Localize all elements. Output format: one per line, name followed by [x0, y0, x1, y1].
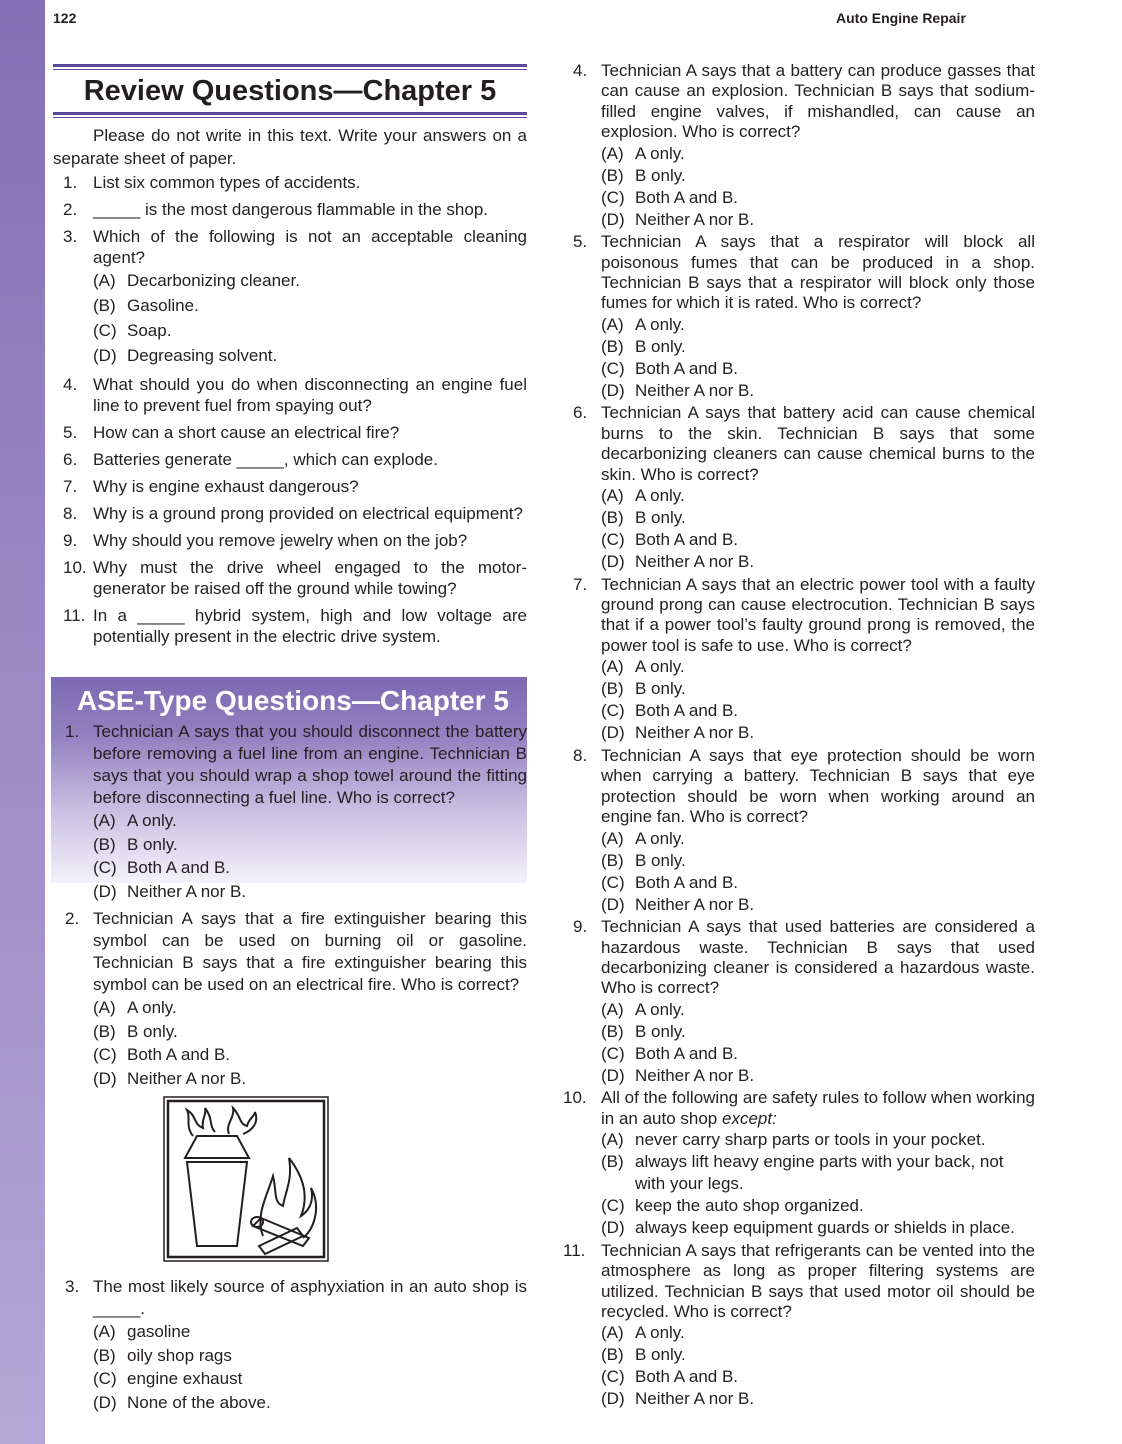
answer-option [563, 850, 1035, 872]
option-letter: (C) [601, 701, 625, 721]
question-item [53, 530, 527, 551]
option-text: always keep equipment guards or shields in place. [635, 1218, 1015, 1238]
question-text-body: What should you do when disconnecting an engine fuel line to prevent fuel from spaying out? [93, 375, 527, 415]
option-letter: (C) [93, 1369, 117, 1388]
option-text: B only. [635, 1345, 686, 1365]
option-letter: (A) [601, 828, 624, 848]
option-letter: (B) [601, 508, 624, 528]
answer-option [53, 318, 527, 343]
question-stem [53, 172, 527, 193]
option-text: A only. [127, 998, 177, 1017]
option-text: B only. [635, 1021, 686, 1041]
question-stem [563, 746, 1035, 828]
option-letter: (D) [601, 894, 625, 914]
question-item [53, 503, 527, 524]
question-text-body: Technician A says that you should disconnect the battery before removing a fuel line from an engine. Technician B says that you should wrap a shop towel around the fitting before disconnecting a fuel line. Who is correct? [93, 722, 527, 807]
option-letter: (A) [601, 1323, 624, 1343]
option-text: B only. [127, 834, 178, 854]
question-item [53, 721, 527, 903]
question-number: 8. [63, 504, 78, 523]
question-number: 7. [573, 574, 588, 594]
question-text-body: Why must the drive wheel engaged to the motor-generator be raised off the ground while towing? [93, 558, 527, 598]
answer-option [53, 1320, 527, 1344]
question-number: 3. [63, 227, 78, 246]
question-text [601, 746, 1035, 828]
option-text: Both A and B. [635, 701, 739, 721]
answer-option [53, 880, 527, 904]
question-text [93, 503, 527, 524]
option-letter: (B) [601, 679, 624, 699]
option-text: Gasoline. [127, 296, 199, 315]
option-text: A only. [127, 811, 177, 830]
answer-option [563, 187, 1035, 209]
answer-option [563, 165, 1035, 187]
answer-option [563, 1366, 1035, 1388]
option-letter: (D) [601, 209, 625, 229]
answer-option [563, 678, 1035, 700]
option-text: B only. [635, 336, 686, 356]
answer-option [563, 314, 1035, 336]
question-text-body: All of the following are safety rules to follow when working in an auto shop [601, 1088, 1035, 1128]
answer-option [563, 1065, 1035, 1087]
question-item [53, 226, 527, 368]
question-stem [53, 374, 527, 416]
answer-option [563, 1043, 1035, 1065]
question-text-emphasis: except: [721, 1108, 777, 1128]
option-text: Both A and B. [635, 1367, 739, 1387]
fire-extinguisher-class-b-symbol [163, 1096, 329, 1262]
answer-option [53, 268, 527, 293]
question-text [93, 449, 527, 470]
question-item [53, 449, 527, 470]
question-text-body: Which of the following is not an acceptable cleaning agent? [93, 227, 527, 267]
option-text: Both A and B. [635, 187, 739, 207]
option-text: Both A and B. [127, 858, 231, 877]
option-letter: (B) [601, 336, 624, 356]
option-text: never carry sharp parts or tools in your pocket. [635, 1130, 986, 1150]
intro-text: Please do not write in this text. Write your answers on a separate sheet of paper. [53, 126, 527, 168]
option-text: Both A and B. [127, 1045, 231, 1064]
option-letter: (C) [601, 872, 625, 892]
answer-option [53, 856, 527, 880]
option-text: A only. [635, 999, 685, 1019]
question-text-body: Technician A says that a battery can produce gasses that can cause an explosion. Technician B says that sodium-filled engine valves, if mishandled, can cause an explosion. Who is correct? [601, 61, 1035, 142]
question-text [93, 226, 527, 268]
question-number: 5. [63, 423, 78, 442]
option-text: Both A and B. [635, 530, 739, 550]
question-text-body: In a _____ hybrid system, high and low voltage are potentially present in the electric drive system. [93, 606, 527, 646]
question-stem [563, 61, 1035, 143]
question-number: 2. [65, 909, 80, 928]
option-text: A only. [635, 657, 685, 677]
question-item [563, 917, 1035, 1087]
option-letter: (D) [601, 1218, 625, 1238]
option-letter: (D) [601, 1065, 625, 1085]
question-text-body: Batteries generate _____, which can explode. [93, 450, 438, 469]
option-letter: (D) [93, 1068, 117, 1088]
question-item [563, 403, 1035, 573]
answer-option [563, 209, 1035, 231]
question-text-body: Technician A says that battery acid can cause chemical burns to the skin. Technician B says that some decarbonizing cleaners can cause chemical burns to the skin. Who is correct? [601, 403, 1035, 484]
question-text [93, 1276, 527, 1320]
option-letter: (C) [93, 321, 117, 340]
option-text: B only. [635, 508, 686, 528]
question-item [53, 476, 527, 497]
question-item [563, 575, 1035, 745]
question-item [53, 557, 527, 599]
question-stem [563, 403, 1035, 485]
question-stem [53, 530, 527, 551]
question-number: 11. [63, 606, 86, 625]
option-letter: (D) [601, 552, 625, 572]
answer-option [563, 1129, 1035, 1151]
question-stem [53, 503, 527, 524]
question-text [93, 172, 527, 193]
running-head: Auto Engine Repair [836, 10, 966, 26]
question-item [53, 1276, 527, 1414]
answer-option [563, 336, 1035, 358]
answer-option [53, 1043, 527, 1067]
answer-option [563, 1151, 1035, 1195]
question-text-body: Technician A says that a fire extinguisher bearing this symbol can be used on burning oil or gasoline. Technician B says that a fire extinguisher bearing this symbol can be used on an electrical fire. Who is correct? [93, 909, 527, 994]
option-text: Neither A nor B. [127, 881, 247, 901]
question-text-body: Technician A says that a respirator will block all poisonous fumes that can be produced in a shop. Technician B says that a respirator will block only those fumes for which it is rated. Who is correct? [601, 232, 1035, 313]
question-stem [563, 1241, 1035, 1323]
question-text [601, 403, 1035, 485]
answer-option [53, 809, 527, 833]
option-text: Neither A nor B. [127, 1068, 247, 1088]
answer-option [53, 1020, 527, 1044]
question-number: 9. [573, 917, 588, 937]
answer-option [563, 551, 1035, 573]
question-text [601, 232, 1035, 314]
question-item [53, 199, 527, 220]
option-text: Both A and B. [635, 358, 739, 378]
option-letter: (B) [601, 1152, 624, 1172]
answer-option [53, 343, 527, 368]
option-letter: (B) [601, 850, 624, 870]
page-number: 122 [53, 10, 77, 26]
question-item [53, 172, 527, 193]
ase-title: ASE-Type Questions—Chapter 5 [77, 685, 510, 716]
answer-option [563, 894, 1035, 916]
question-number: 3. [65, 1277, 80, 1296]
question-text [93, 199, 527, 220]
option-letter: (C) [601, 358, 625, 378]
page-edge-band [0, 0, 45, 1444]
answer-option [563, 143, 1035, 165]
question-text [93, 721, 527, 809]
question-number: 1. [65, 722, 80, 741]
option-text: Neither A nor B. [635, 894, 755, 914]
question-item [53, 605, 527, 647]
question-stem [563, 917, 1035, 999]
option-text: A only. [635, 143, 685, 163]
option-letter: (A) [601, 657, 624, 677]
question-stem [563, 575, 1035, 657]
answer-option [563, 507, 1035, 529]
answer-option [563, 872, 1035, 894]
option-text: oily shop rags [127, 1345, 232, 1365]
option-letter: (C) [601, 530, 625, 550]
question-number: 6. [573, 403, 588, 423]
answer-option [563, 529, 1035, 551]
answer-option [53, 293, 527, 318]
question-text [93, 908, 527, 996]
question-stem [53, 449, 527, 470]
question-text [601, 1088, 1035, 1129]
option-letter: (D) [601, 380, 625, 400]
option-letter: (A) [601, 314, 624, 334]
ase-questions-left [51, 677, 527, 1414]
option-letter: (A) [601, 999, 624, 1019]
answer-option [563, 380, 1035, 402]
ase-questions-right [563, 61, 1035, 1412]
answer-option [563, 700, 1035, 722]
ase-list-right [563, 61, 1035, 1410]
question-text-body: How can a short cause an electrical fire? [93, 423, 400, 442]
question-text [93, 476, 527, 497]
question-item [563, 232, 1035, 402]
question-stem [53, 226, 527, 268]
answer-option [53, 833, 527, 857]
option-text: Neither A nor B. [635, 552, 755, 572]
answer-option [563, 1217, 1035, 1239]
question-stem [53, 422, 527, 443]
option-letter: (D) [93, 346, 117, 365]
title-rule-bottom [53, 112, 527, 118]
option-text: Decarbonizing cleaner. [127, 271, 300, 290]
question-text-body: _____ is the most dangerous flammable in the shop. [93, 200, 489, 219]
question-text-body: List six common types of accidents. [93, 173, 361, 192]
question-item [563, 1241, 1035, 1411]
option-letter: (B) [601, 1021, 624, 1041]
question-text [601, 1241, 1035, 1323]
option-letter: (A) [93, 1322, 116, 1341]
answer-option [563, 722, 1035, 744]
question-text [601, 917, 1035, 999]
option-text: Soap. [127, 321, 172, 340]
option-letter: (C) [601, 1196, 625, 1216]
option-text: B only. [635, 165, 686, 185]
option-letter: (A) [601, 486, 624, 506]
question-text-body: Why should you remove jewelry when on the job? [93, 531, 468, 550]
question-text [93, 530, 527, 551]
question-number: 4. [63, 375, 78, 394]
option-text: Neither A nor B. [635, 1389, 755, 1409]
option-text: B only. [635, 679, 686, 699]
question-stem [53, 605, 527, 647]
option-text: B only. [635, 850, 686, 870]
option-text: Both A and B. [635, 872, 739, 892]
question-text [601, 575, 1035, 657]
question-number: 10. [63, 558, 87, 577]
answer-option [563, 656, 1035, 678]
question-item [53, 908, 527, 1090]
option-letter: (C) [601, 1043, 625, 1063]
answer-option [53, 1067, 527, 1091]
option-text: keep the auto shop organized. [635, 1196, 864, 1216]
question-item [53, 374, 527, 416]
option-letter: (D) [601, 723, 625, 743]
question-stem [53, 908, 527, 996]
option-text: engine exhaust [127, 1369, 243, 1388]
question-text-body: Technician A says that used batteries are considered a hazardous waste. Technician B says that used decarbonizing cleaner is considered a hazardous waste. Who is correct? [601, 917, 1035, 998]
question-text-body: Technician A says that an electric power tool with a faulty ground prong can cause electrocution. Technician B says that if a power tool’s faulty ground prong is removed, the power tool is safe to use. Who is correct? [601, 574, 1035, 655]
question-stem [563, 232, 1035, 314]
option-letter: (B) [601, 1345, 624, 1365]
question-number: 10. [563, 1088, 587, 1108]
option-letter: (C) [93, 1045, 117, 1064]
option-text: A only. [635, 486, 685, 506]
question-item [563, 1088, 1035, 1239]
answer-option [563, 1021, 1035, 1043]
question-text [601, 61, 1035, 143]
option-letter: (B) [93, 1021, 116, 1041]
option-text: gasoline [127, 1322, 191, 1341]
answer-option [53, 1391, 527, 1415]
option-letter: (C) [601, 187, 625, 207]
option-text: A only. [635, 1323, 685, 1343]
question-number: 7. [63, 477, 78, 496]
option-letter: (C) [601, 1367, 625, 1387]
answer-option [563, 828, 1035, 850]
option-letter: (A) [601, 143, 624, 163]
option-text: Neither A nor B. [635, 380, 755, 400]
option-text: Neither A nor B. [635, 723, 755, 743]
review-questions-section [53, 64, 527, 1419]
question-number: 6. [63, 450, 78, 469]
answer-option [563, 1344, 1035, 1366]
question-stem [53, 199, 527, 220]
question-stem [563, 1088, 1035, 1129]
option-letter: (B) [93, 834, 116, 854]
question-text-body: Technician A says that refrigerants can be vented into the atmosphere as long as proper filtering systems are utilized. Technician B says that used motor oil should be recycled. Who is correct? [601, 1240, 1035, 1321]
answer-option [53, 1344, 527, 1368]
question-number: 4. [573, 61, 588, 80]
review-list [53, 172, 527, 647]
option-text: A only. [635, 314, 685, 334]
question-item [53, 422, 527, 443]
question-text-body: Why is a ground prong provided on electrical equipment? [93, 504, 523, 523]
option-text: Neither A nor B. [635, 209, 755, 229]
option-letter: (B) [601, 165, 624, 185]
option-letter: (B) [93, 1345, 116, 1365]
option-letter: (D) [601, 1389, 625, 1409]
review-title: Review Questions—Chapter 5 [83, 75, 497, 107]
question-text [93, 605, 527, 647]
ase-list-left [53, 721, 527, 1414]
answer-option [53, 1367, 527, 1391]
option-text: A only. [635, 828, 685, 848]
option-text: None of the above. [127, 1392, 271, 1412]
answer-option [563, 485, 1035, 507]
option-letter: (A) [93, 271, 116, 290]
question-stem [53, 1276, 527, 1320]
question-text [93, 374, 527, 416]
question-text-body: Technician A says that eye protection should be worn when carrying a battery. Technician B says that eye protection should be worn when working around an engine fan. Who is correct? [601, 745, 1035, 827]
question-item [563, 746, 1035, 916]
question-number: 2. [63, 200, 78, 219]
question-number: 8. [573, 745, 588, 765]
option-letter: (D) [93, 1392, 117, 1412]
question-stem [53, 476, 527, 497]
question-text [93, 557, 527, 599]
option-text: Neither A nor B. [635, 1065, 755, 1085]
answer-option [563, 358, 1035, 380]
question-stem [53, 721, 527, 809]
answer-option [563, 999, 1035, 1021]
question-stem [53, 557, 527, 599]
question-text-body: Why is engine exhaust dangerous? [93, 477, 359, 496]
question-number: 5. [573, 232, 588, 252]
option-letter: (B) [93, 296, 116, 315]
question-text [93, 422, 527, 443]
question-number: 11. [563, 1240, 586, 1260]
option-text: Degreasing solvent. [127, 346, 278, 365]
option-letter: (A) [93, 998, 116, 1017]
option-text: Both A and B. [635, 1043, 739, 1063]
answer-option [53, 996, 527, 1020]
question-number: 1. [63, 173, 78, 192]
option-letter: (A) [601, 1130, 624, 1150]
question-item [563, 61, 1035, 231]
answer-option [563, 1322, 1035, 1344]
answer-option [563, 1195, 1035, 1217]
option-letter: (D) [93, 881, 117, 901]
answer-option [563, 1388, 1035, 1410]
option-text: always lift heavy engine parts with your back, not with your legs. [635, 1152, 1004, 1194]
option-letter: (A) [93, 811, 116, 830]
question-text-body: The most likely source of asphyxiation in an auto shop is _____. [93, 1277, 527, 1318]
option-letter: (C) [93, 858, 117, 877]
option-text: B only. [127, 1021, 178, 1041]
question-number: 9. [63, 531, 78, 550]
